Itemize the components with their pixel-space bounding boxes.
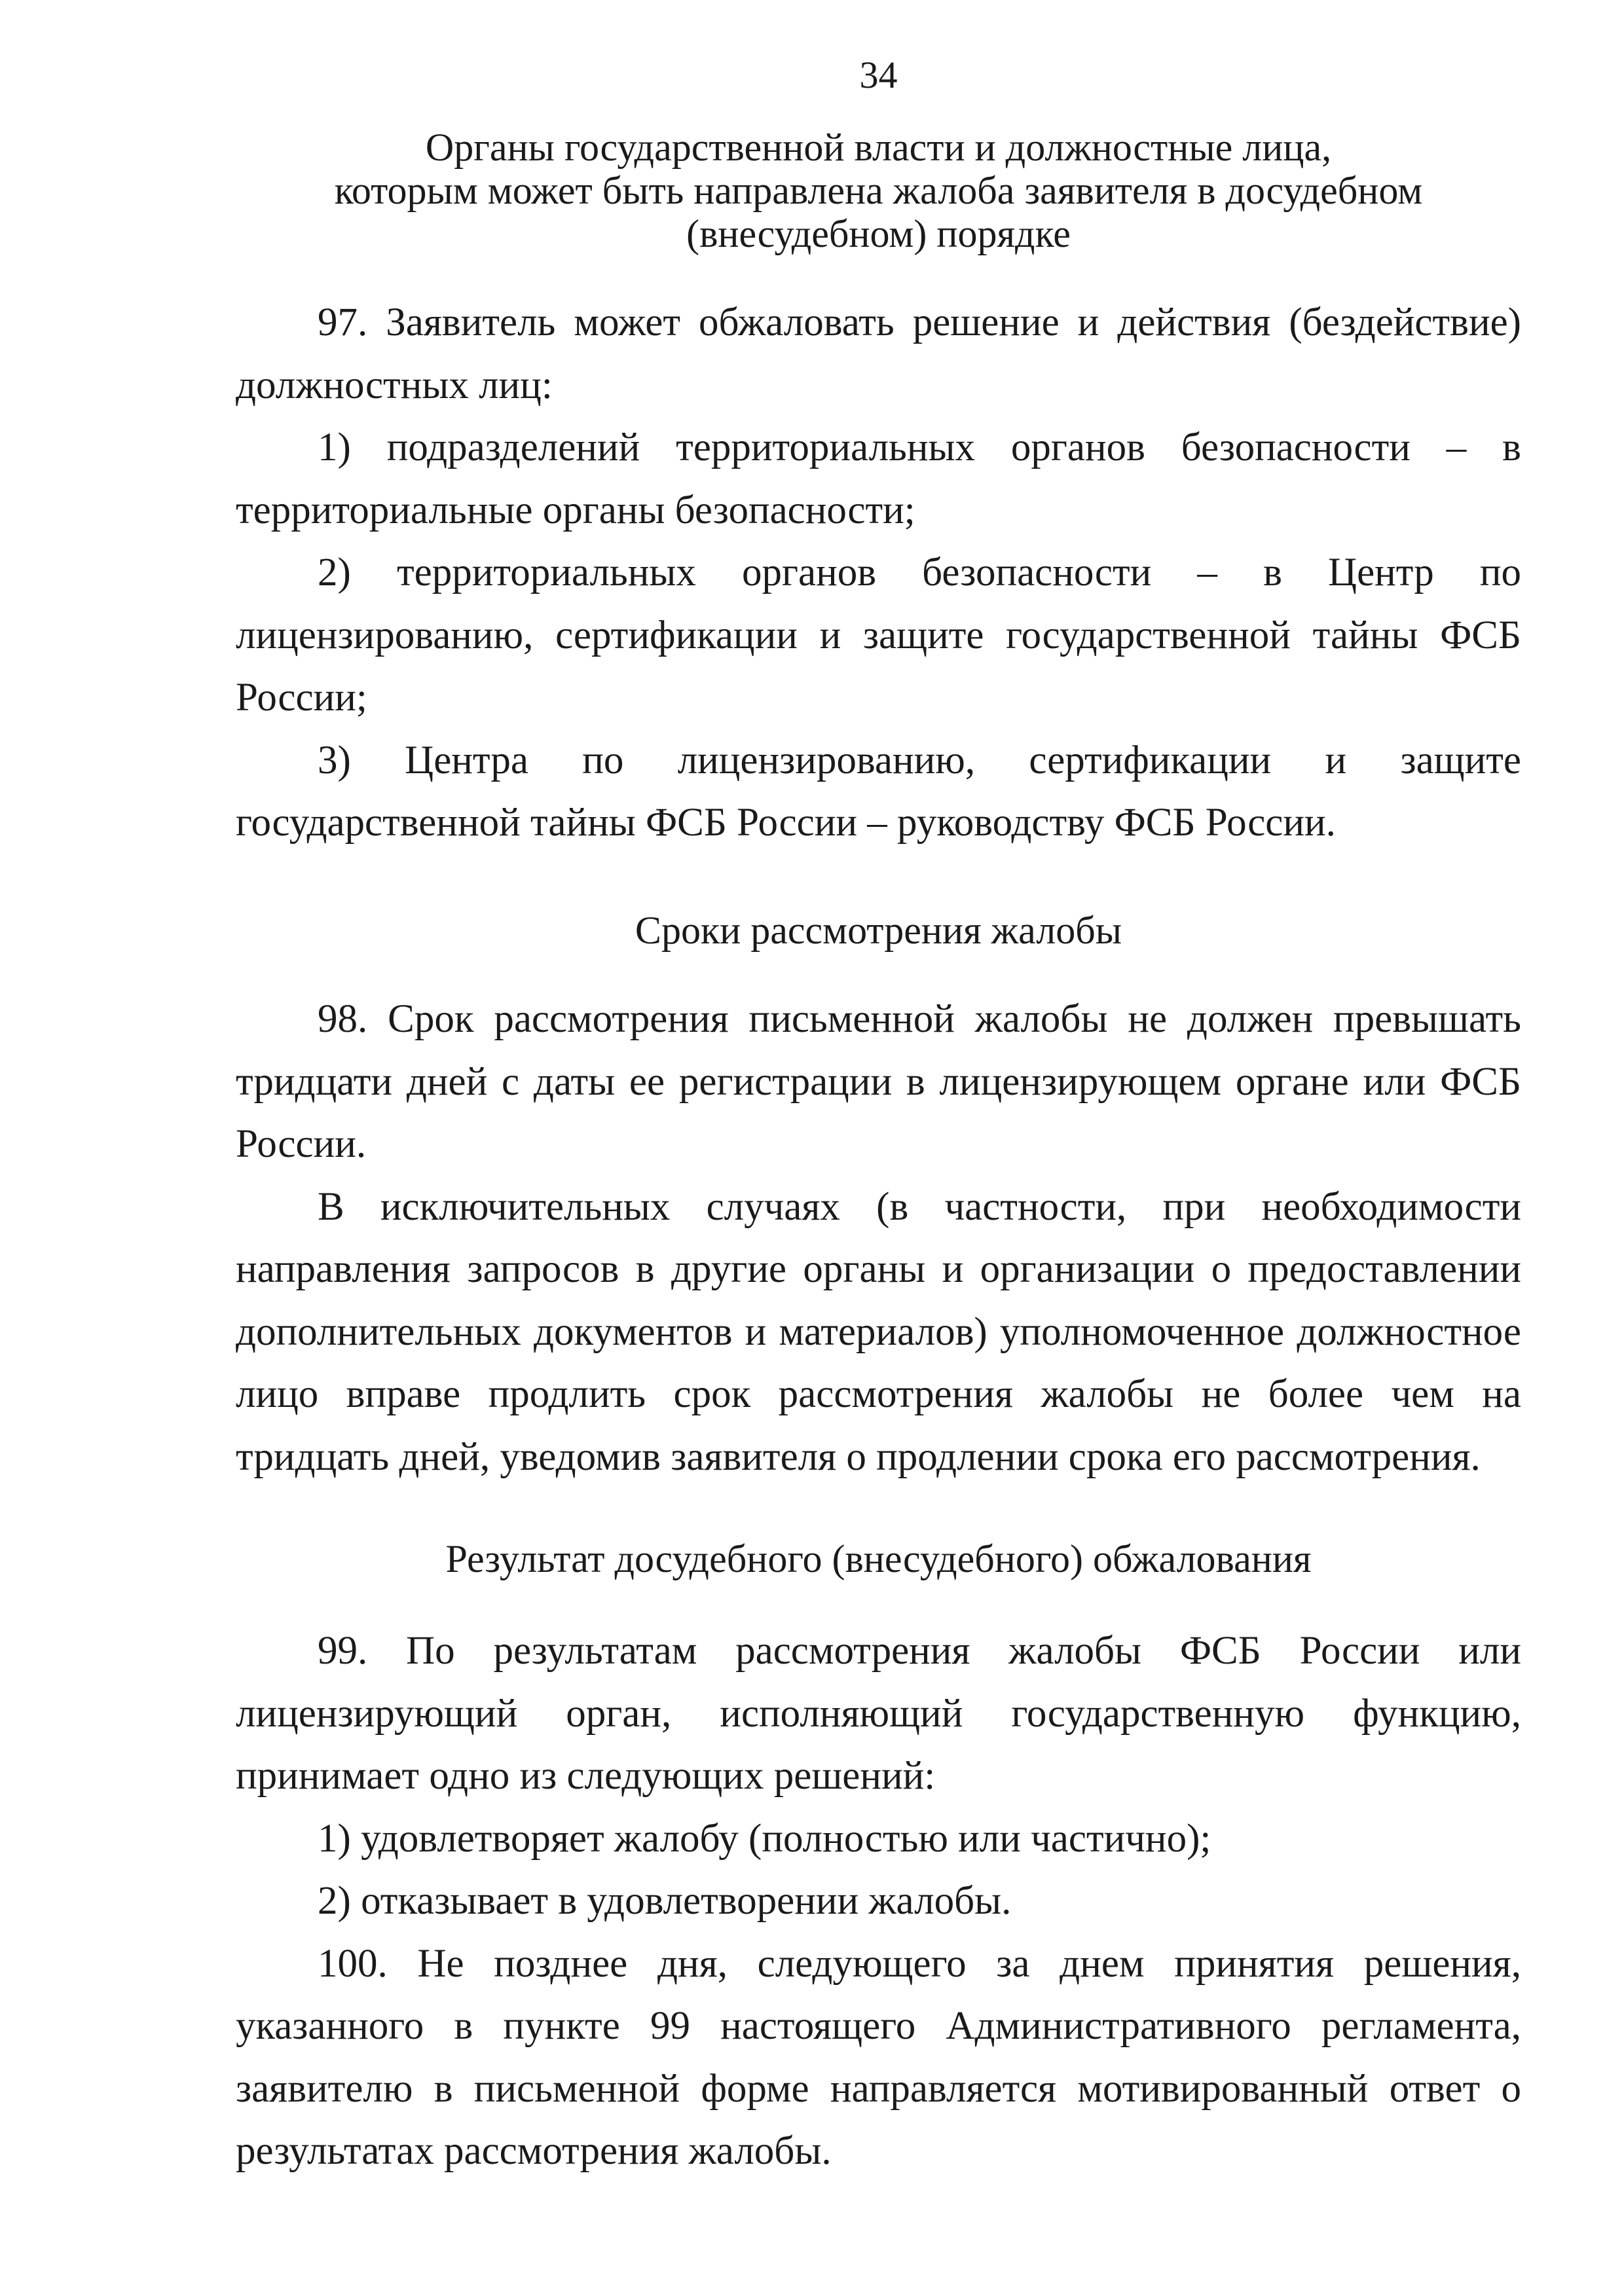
page-number: 34 <box>859 54 898 96</box>
paragraph: В исключительных случаях (в частности, при необходимости направления запросов в другие органы и организации о предоставлении дополнительных документов и материалов) уполномоченное должностное лицо вправе продлить срок рассмотрения жалобы не более чем на тридцать дней, уведомив заявителя о продлении срока его рассмотрения. <box>236 1184 1521 1479</box>
list-item: 3) Центра по лицензированию, сертификации и защите государственной тайны ФСБ России – руководству ФСБ России. <box>236 738 1521 845</box>
heading-line: Органы государственной власти и должностные лица, <box>425 126 1332 169</box>
section-body-review-terms <box>236 988 1521 1488</box>
list-item: 1) подразделений территориальных органов безопасности – в территориальные органы безопасности; <box>236 426 1521 532</box>
heading-line: которым может быть направлена жалоба заявителя в досудебном <box>334 169 1423 212</box>
section-heading-complaint-bodies <box>236 126 1521 255</box>
paragraph-98: 98. Срок рассмотрения письменной жалобы не должен превышать тридцати дней с даты ее регистрации в лицензирующем органе или ФСБ России. <box>236 997 1521 1166</box>
list-item: 1) удовлетворяет жалобу (полностью или частично); <box>318 1816 1211 1861</box>
heading-line: (внесудебном) порядке <box>686 212 1071 255</box>
section-body-complaint-bodies <box>236 291 1521 854</box>
section-body-appeal-result <box>236 1620 1521 2183</box>
paragraph-100: 100. Не позднее дня, следующего за днем принятия решения, указанного в пункте 99 настоящего Административного регламента, заявителю в письменной форме направляется мотивированный ответ о результатах рассмотрения жалобы. <box>236 1941 1521 2173</box>
section-heading-appeal-result: Результат досудебного (внесудебного) обжалования <box>445 1537 1312 1580</box>
paragraph-99: 99. По результатам рассмотрения жалобы ФСБ России или лицензирующий орган, исполняющий государственную функцию, принимает одно из следующих решений: <box>236 1629 1521 1798</box>
list-item: 2) отказывает в удовлетворении жалобы. <box>318 1879 1012 1923</box>
section-heading-review-terms: Сроки рассмотрения жалобы <box>635 909 1122 952</box>
list-item: 2) территориальных органов безопасности – в Центр по лицензированию, сертификации и защите государственной тайны ФСБ России; <box>236 551 1521 720</box>
paragraph-97: 97. Заявитель может обжаловать решение и действия (бездействие) должностных лиц: <box>236 301 1521 407</box>
